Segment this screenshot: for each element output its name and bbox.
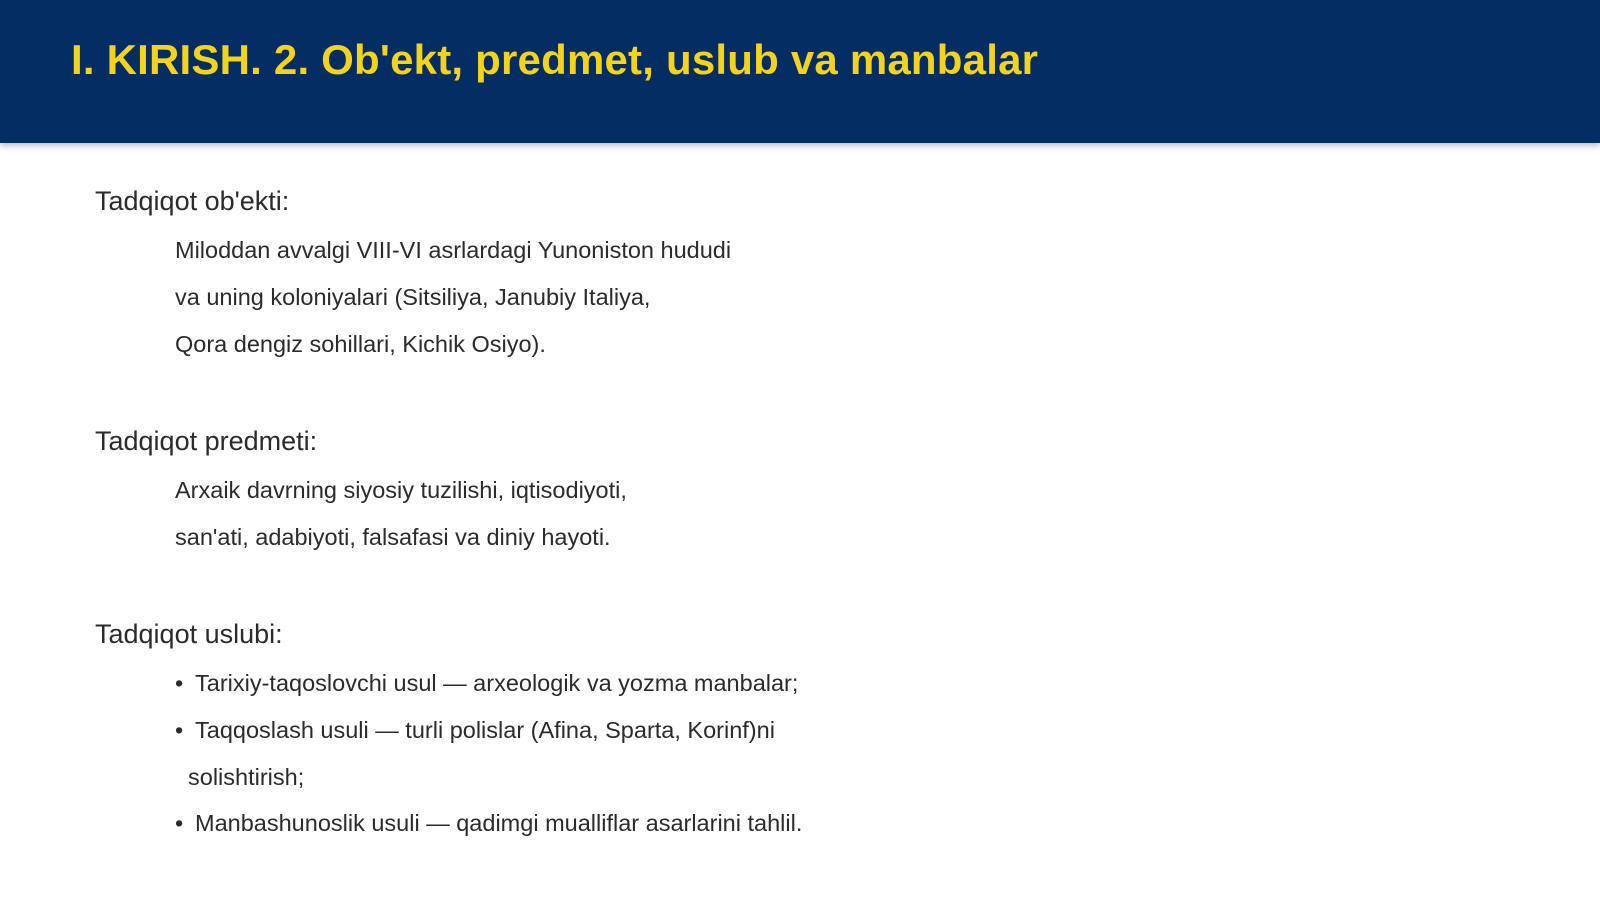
method-bullet-2-text: Taqqoslash usuli — turli polislar (Afina, Sparta, Korinf)ni [195, 717, 775, 743]
subject-line-2: san'ati, adabiyoti, falsafasi va diniy hayoti. [175, 524, 611, 550]
method-bullet-1 [175, 670, 798, 697]
method-bullet-3-text: Manbashunoslik usuli — qadimgi mualliflar asarlarini tahlil. [195, 810, 803, 836]
method-bullet-2 [175, 717, 775, 744]
subject-heading: Tadqiqot predmeti: [95, 426, 318, 456]
bullet-icon: • [175, 670, 184, 696]
subject-line-1: Arxaik davrning siyosiy tuzilishi, iqtisodiyoti, [175, 477, 627, 503]
bullet-icon: • [175, 717, 184, 743]
method-bullet-2-continuation: solishtirish; [188, 764, 305, 790]
object-line-3: Qora dengiz sohillari, Kichik Osiyo). [175, 331, 546, 357]
method-heading: Tadqiqot uslubi: [95, 619, 283, 649]
object-line-1: Miloddan avvalgi VIII-VI asrlardagi Yunoniston hududi [175, 237, 732, 263]
bullet-icon: • [175, 810, 184, 836]
slide-title: I. KIRISH. 2. Ob'ekt, predmet, uslub va manbalar [71, 36, 1039, 83]
object-line-2: va uning koloniyalari (Sitsiliya, Janubiy Italiya, [175, 284, 651, 310]
method-bullet-1-text: Tarixiy-taqoslovchi usul — arxeologik va yozma manbalar; [195, 670, 799, 696]
method-bullet-3 [175, 810, 802, 837]
object-heading: Tadqiqot ob'ekti: [95, 186, 290, 216]
